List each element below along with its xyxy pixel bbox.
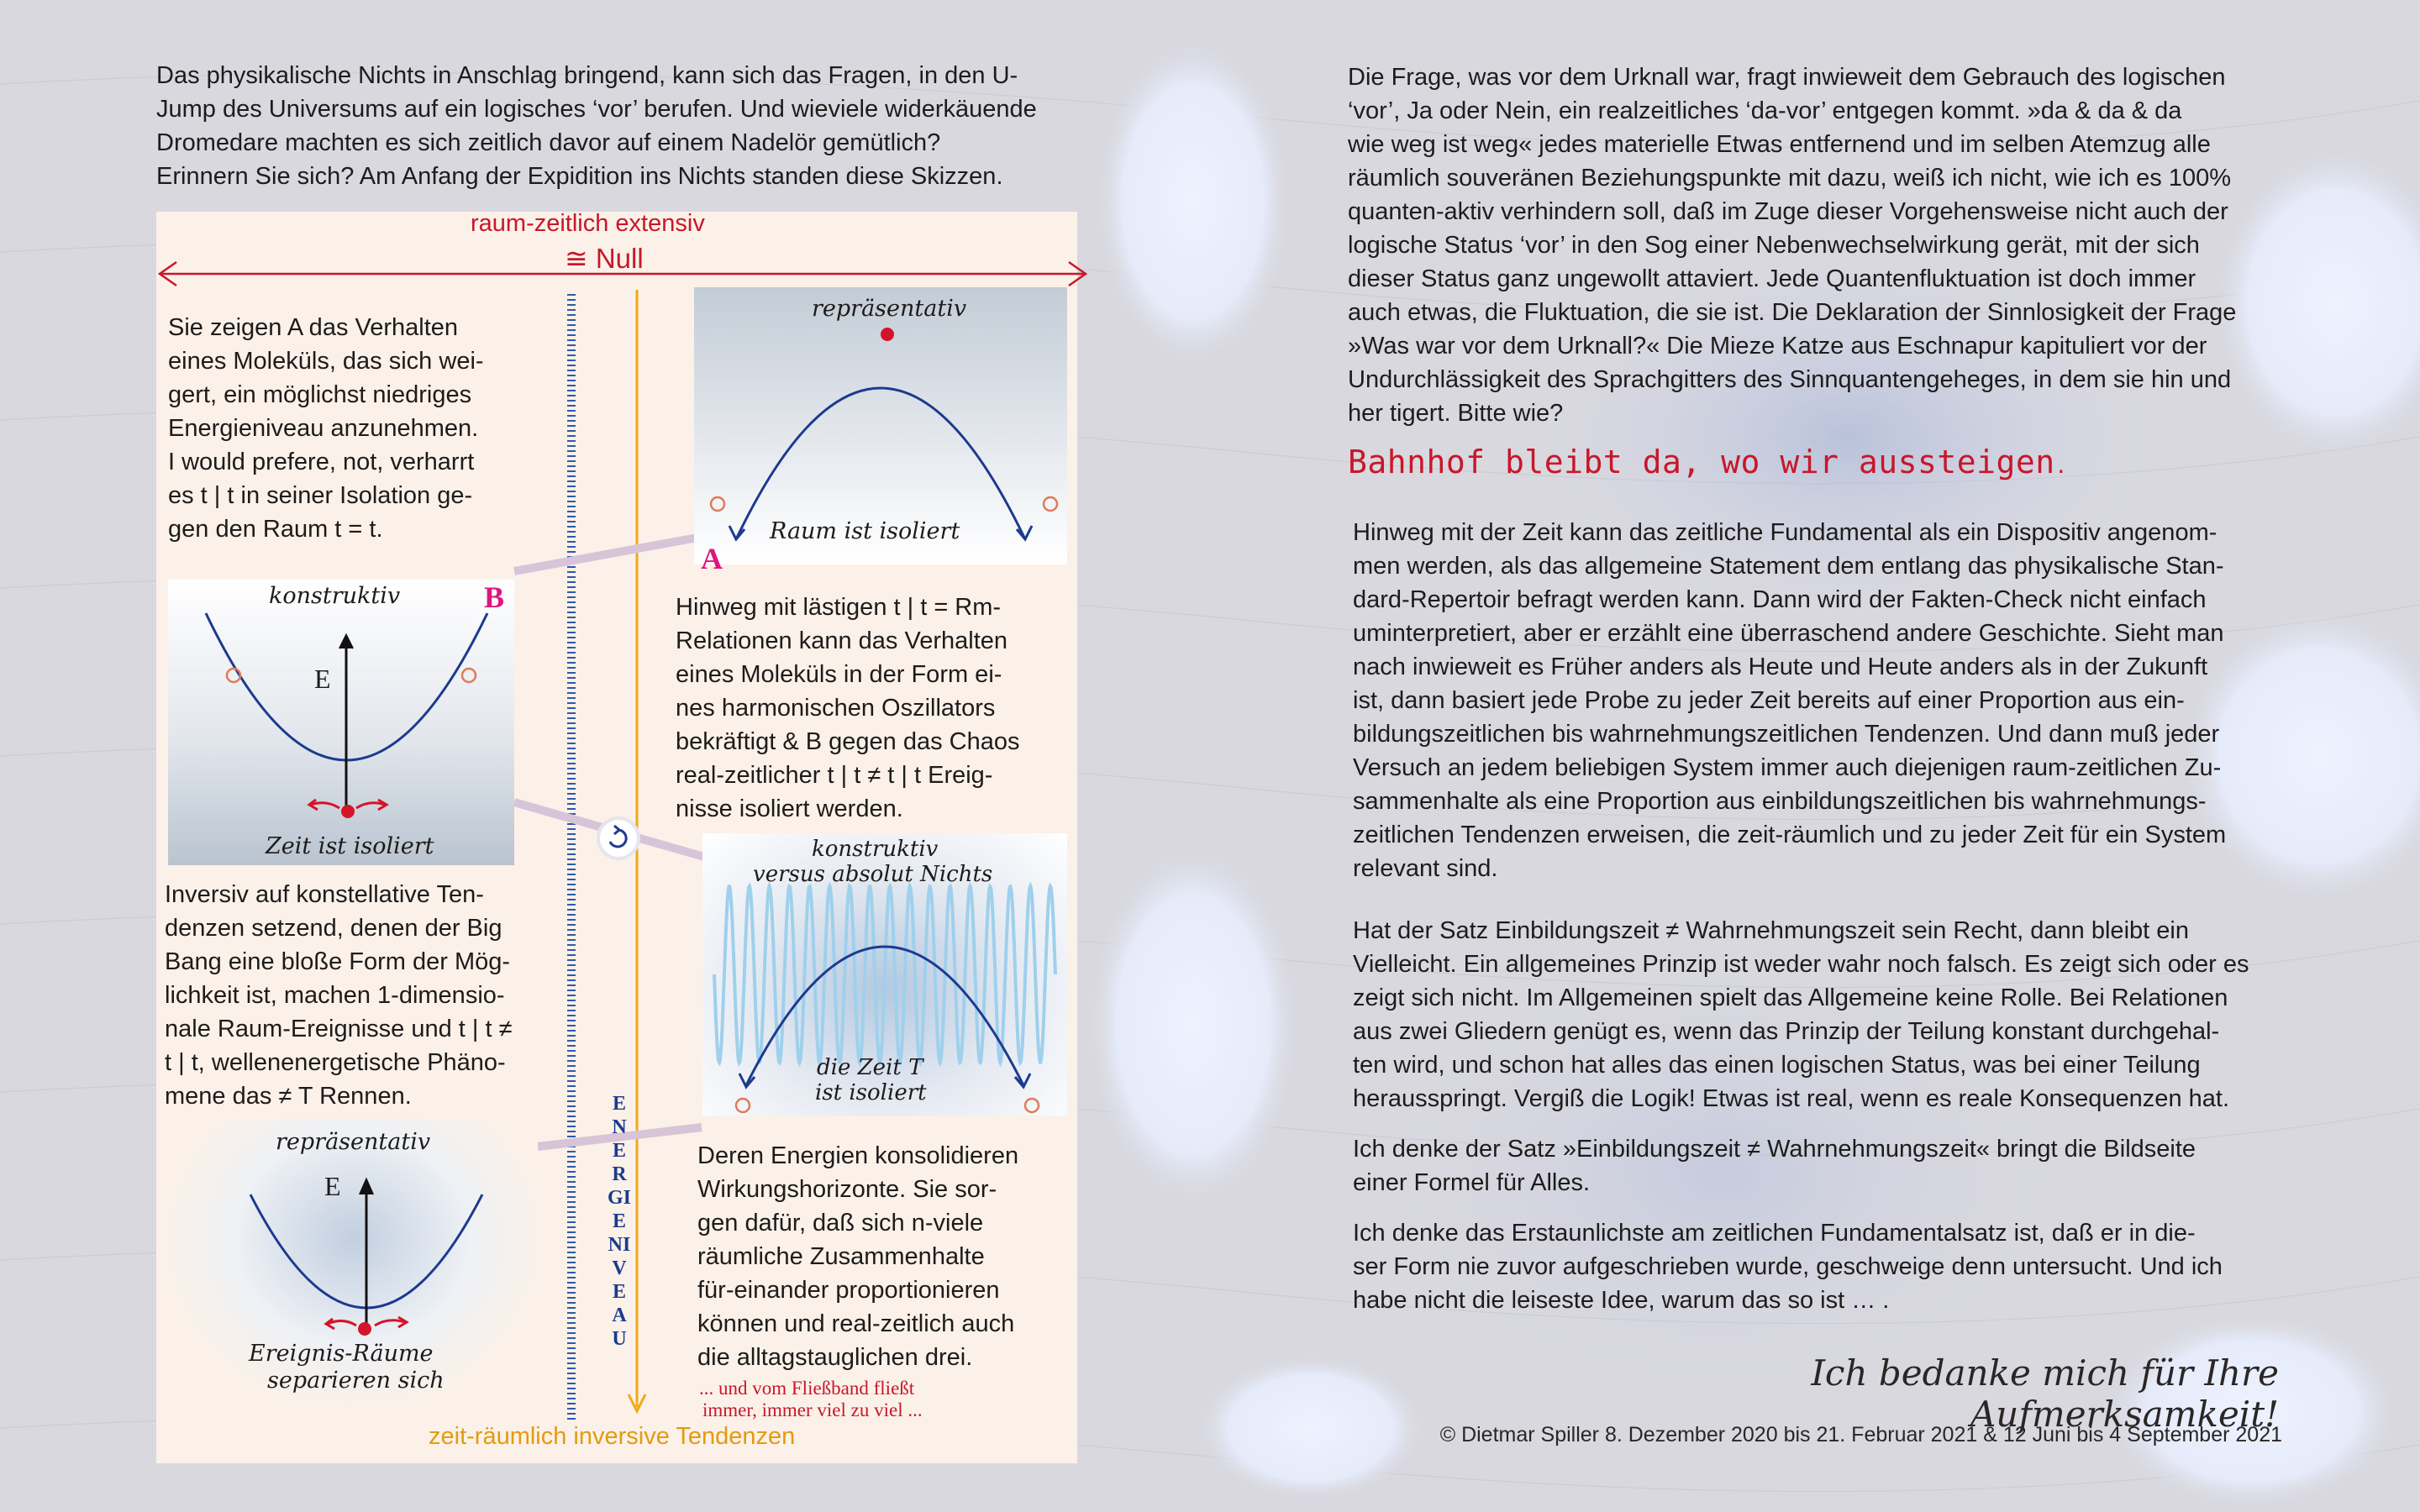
text-line: für-einander proportionieren — [697, 1277, 1000, 1304]
diagram-konstruktiv-left — [168, 580, 514, 865]
text-line: gert, ein möglichst niedriges — [168, 381, 472, 408]
axis-top-label: raum-zeitlich extensiv — [471, 210, 705, 237]
text-line: Ich denke das Erstaunlichste am zeitlichen Fundamentalsatz ist, daß er in die- — [1353, 1220, 2196, 1247]
text-line: gen den Raum t = t. — [168, 516, 383, 543]
text-line: quanten-aktiv verhindern soll, daß im Zuge dieser Vorgehensweise nicht auch der — [1348, 198, 2228, 225]
diagram-caption-line1: Ereignis-Räume — [249, 1341, 434, 1367]
energy-axis-label: E — [324, 1171, 341, 1201]
marker-b-label: B — [484, 580, 505, 614]
text-line: Erinnern Sie sich? Am Anfang der Expidition ins Nichts standen diese Skizzen. — [156, 163, 1003, 190]
diagram-caption-line1: die Zeit T — [817, 1055, 923, 1080]
text-line: dard-Repertoir befragt werden kann. Dann wird der Fakten-Check nicht einfach — [1353, 586, 2207, 613]
text-line: I would prefere, not, verharrt — [168, 449, 475, 475]
text-line: Relationen kann das Verhalten — [676, 627, 1008, 654]
text-line: Die Frage, was vor dem Urknall war, fragt inwieweit dem Gebrauch des logischen — [1348, 64, 2226, 91]
diagram-caption-line2: ist isoliert — [815, 1080, 927, 1105]
energy-level-vertical-label: ENERGIENIVEAU — [607, 1093, 631, 1350]
text-line: Versuch an jedem beliebigen System immer auch diejenigen raum-zeitlichen Zu- — [1353, 754, 2222, 781]
endpoint-circle — [1025, 1099, 1039, 1112]
thanks-line: Ich bedanke mich für Ihre Aufmerksamkeit! — [1811, 1352, 2279, 1435]
text-line: logische Status ‘vor’ in den Sog einer Nebenwechselwirkung gerät, mit der sich — [1348, 232, 2200, 259]
text-line: nach inwieweit es Früher anders als Heute und Heute anders als in der Zukunft — [1353, 654, 2208, 680]
text-line: bekräftigt & B gegen das Chaos — [676, 728, 1020, 755]
text-line: sammenhalte als eine Proportion aus einbildungszeitlichen bis wahrnehmungs- — [1353, 788, 2207, 815]
text-line: mene das ≠ T Rennen. — [165, 1083, 412, 1110]
text-line: bildungszeitlichen bis wahrnehmungszeitlichen Tendenzen. Und dann muß jeder — [1353, 721, 2220, 748]
text-line: Wirkungshorizonte. Sie sor- — [697, 1176, 997, 1203]
text-line: räumlich souveränen Beziehungspunkte mit dazu, weiß ich nicht, wie ich es 100% — [1348, 165, 2231, 192]
text-line: Hinweg mit lästigen t | t = Rm- — [676, 594, 1002, 621]
right-paragraph-2 — [1353, 516, 2287, 885]
text-line: nisse isoliert werden. — [676, 795, 903, 822]
text-line: Energieniveau anzunehmen. — [168, 415, 479, 442]
text-line: gen dafür, daß sich n-viele — [697, 1210, 984, 1236]
text-block-a — [168, 311, 534, 546]
text-line: zeitlichen Tendenzen erweisen, die zeit-räumlich und zu jeder Zeit für ein System — [1353, 822, 2227, 848]
text-line: Vielleicht. Ein allgemeines Prinzip ist weder wahr noch falsch. Es zeigt sich oder es — [1353, 951, 2249, 978]
text-line: können und real-zeitlich auch — [697, 1310, 1015, 1337]
text-line: herausspringt. Vergiß die Logik! Etwas ist real, wenn es reale Konsequenzen hat. — [1353, 1085, 2229, 1112]
diagram-title-line1: konstruktiv — [812, 837, 939, 862]
text-line: dieser Status ganz ungewollt attaviert. Jede Quantenfluktuation ist doch immer — [1348, 265, 2196, 292]
text-line: räumliche Zusammenhalte — [697, 1243, 985, 1270]
text-line: real-zeitlicher t | t ≠ t | t Ereig- — [676, 762, 993, 789]
flow-note-line2: immer, immer viel zu viel ... — [702, 1399, 923, 1420]
text-line: relevant sind. — [1353, 855, 1498, 882]
text-line: t | t, wellenenergetische Phäno- — [165, 1049, 506, 1076]
diagram-title: repräsentativ — [812, 296, 967, 322]
text-line: Undurchlässigkeit des Sprachgitters des Sinnquantengeheges, in dem sie hin und — [1348, 366, 2232, 393]
text-line: denzen setzend, denen der Big — [165, 915, 502, 942]
text-line: Jump des Universums auf ein logisches ‘vor’ berufen. Und wieviele widerkäuende — [156, 96, 1037, 123]
text-line: ten wird, und schon hat alles das einen logischen Status, was bei einer Teilung — [1353, 1052, 2201, 1079]
text-block-d — [697, 1139, 1067, 1374]
axis-bottom-label: zeit-räumlich inversive Tendenzen — [429, 1423, 796, 1450]
diagram-konstruktiv-versus-nichts — [702, 833, 1067, 1116]
text-line: Sie zeigen A das Verhalten — [168, 314, 459, 341]
text-line: »Was war vor dem Urknall?« Die Mieze Katze aus Eschnapur kapituliert vor der — [1348, 333, 2207, 360]
right-paragraph-5 — [1353, 1216, 2287, 1317]
text-line: ist, dann basiert jede Probe zu jeder Zeit bereits auf einer Proportion aus ein- — [1353, 687, 2185, 714]
diagram-caption: Raum ist isoliert — [770, 518, 960, 544]
copyright-line: © Dietmar Spiller 8. Dezember 2020 bis 21. Februar 2021 & 12 Juni bis 4 September 2021 — [1439, 1423, 2282, 1446]
endpoint-circle — [736, 1099, 750, 1112]
text-line: eines Moleküls in der Form ei- — [676, 661, 1002, 688]
text-line: eines Moleküls, das sich wei- — [168, 348, 484, 375]
text-line: Hat der Satz Einbildungszeit ≠ Wahrnehmungszeit sein Recht, dann bleibt ein — [1353, 917, 2189, 944]
text-line: Ich denke der Satz »Einbildungszeit ≠ Wahrnehmungszeit« bringt die Bildseite — [1353, 1136, 2196, 1163]
right-paragraph-3 — [1353, 914, 2287, 1116]
right-paragraph-4 — [1353, 1132, 2287, 1200]
marker-a-label: A — [701, 542, 723, 575]
text-line: auch etwas, die Fluktuation, die sie ist. Die Deklaration der Sinnlosigkeit der Frage — [1348, 299, 2237, 326]
text-line: Deren Energien konsolidieren — [697, 1142, 1019, 1169]
diagram-title: konstruktiv — [269, 583, 401, 609]
text-line: men werden, als das allgemeine Statement dem entlang das physikalische Stan- — [1353, 553, 2224, 580]
text-line: her tigert. Bitte wie? — [1348, 400, 1564, 427]
right-paragraph-1 — [1348, 60, 2282, 430]
text-line: zeigt sich nicht. Im Allgemeinen spielt das Allgemeine keine Rolle. Bei Relationen — [1353, 984, 2228, 1011]
headline — [1348, 444, 2068, 480]
wave-line — [714, 886, 1055, 1063]
diagram-title: repräsentativ — [276, 1129, 431, 1155]
energy-axis-label: E — [314, 664, 331, 694]
diagram-caption-line2: separieren sich — [267, 1368, 445, 1394]
text-line: ser Form nie zuvor aufgeschrieben wurde, geschweige denn untersucht. Und ich — [1353, 1253, 2223, 1280]
headline-dot: . — [2054, 454, 2068, 478]
flow-note-line1: ... und vom Fließband fließt — [699, 1378, 915, 1399]
text-line: nes harmonischen Oszillators — [676, 695, 996, 722]
text-line: Inversiv auf konstellative Ten- — [165, 881, 484, 908]
text-line: nale Raum-Ereignisse und t | t ≠ — [165, 1016, 513, 1042]
axis-null-label: ≅ Null — [565, 243, 644, 274]
text-line: Das physikalische Nichts in Anschlag bringend, kann sich das Fragen, in den U- — [156, 62, 1018, 89]
headline-text: Bahnhof bleibt da, wo wir aussteigen — [1348, 444, 2055, 480]
text-line: ‘vor’, Ja oder Nein, ein realzeitliches ‘da-vor’ entgegen kommt. »da & da & da — [1348, 97, 2182, 124]
text-block-c — [165, 878, 551, 1113]
text-line: lichkeit ist, machen 1-dimensio- — [165, 982, 505, 1009]
diagram-title-line2: versus absolut Nichts — [753, 862, 993, 887]
text-line: die alltagstauglichen drei. — [697, 1344, 973, 1371]
text-block-b — [676, 591, 1071, 826]
diagram-repraesentativ-bottom — [168, 1119, 538, 1404]
text-line: Hinweg mit der Zeit kann das zeitliche Fundamental als ein Dispositiv angenom- — [1353, 519, 2217, 546]
text-line: Dromedare machten es sich zeitlich davor auf einem Nadelör gemütlich? — [156, 129, 941, 156]
text-line: es t | t in seiner Isolation ge- — [168, 482, 473, 509]
text-line: aus zwei Gliedern genügt es, wenn das Prinzip der Teilung konstant durchgehal- — [1353, 1018, 2220, 1045]
text-line: habe nicht die leiseste Idee, warum das so ist … . — [1353, 1287, 1890, 1314]
text-line: uminterpretiert, aber er erzählt eine überraschend andere Geschichte. Sieht man — [1353, 620, 2224, 647]
text-line: wie weg ist weg« jedes materielle Etwas entfernend und im selben Atemzug alle — [1348, 131, 2211, 158]
text-line: Bang eine bloße Form der Mög- — [165, 948, 511, 975]
diagram-caption: Zeit ist isoliert — [266, 833, 434, 859]
text-line: einer Formel für Alles. — [1353, 1169, 1591, 1196]
diagram-repraesentativ-top — [694, 287, 1067, 564]
